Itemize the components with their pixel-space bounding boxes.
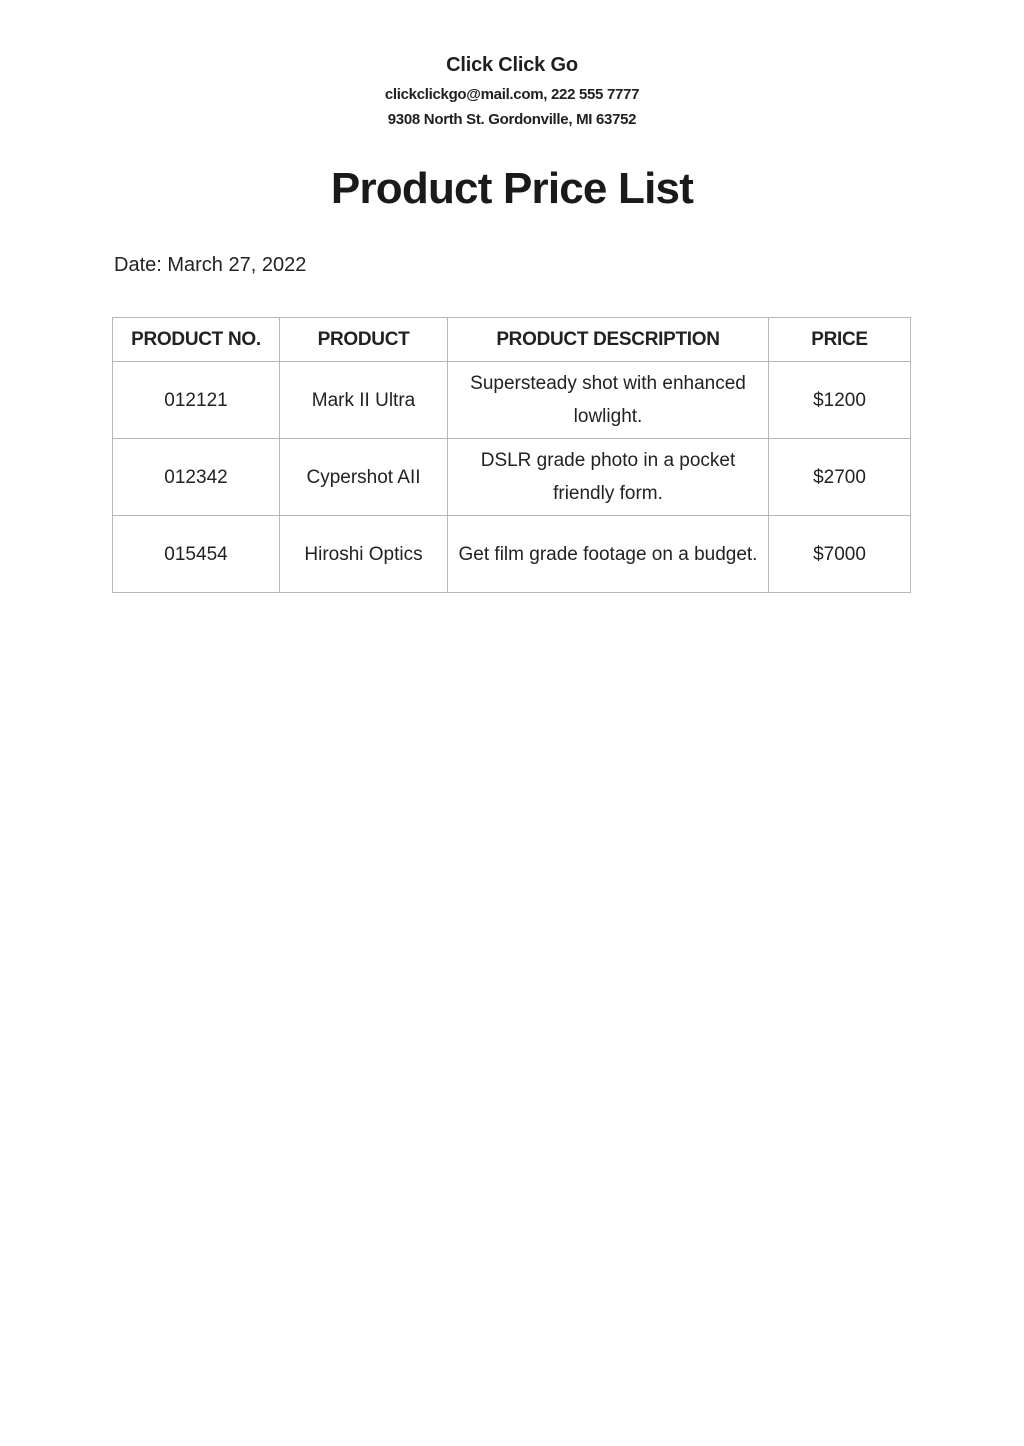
table-row <box>113 439 911 516</box>
cell-price: $7000 <box>769 516 911 593</box>
table-row <box>113 362 911 439</box>
cell-price: $2700 <box>769 439 911 516</box>
cell-product: Cypershot AII <box>280 439 448 516</box>
cell-product-no: 012342 <box>113 439 280 516</box>
header-product: PRODUCT <box>280 318 448 362</box>
header-product-description: PRODUCT DESCRIPTION <box>448 318 769 362</box>
cell-product-no: 015454 <box>113 516 280 593</box>
table-header-row <box>113 318 911 362</box>
cell-product-no: 012121 <box>113 362 280 439</box>
table-row <box>113 516 911 593</box>
header-product-no: PRODUCT NO. <box>113 318 280 362</box>
cell-description: DSLR grade photo in a pocket friendly form. <box>448 439 769 516</box>
company-contact: clickclickgo@mail.com, 222 555 7777 <box>384 86 640 103</box>
price-table <box>112 317 911 593</box>
cell-description: Get film grade footage on a budget. <box>448 516 769 593</box>
cell-price: $1200 <box>769 362 911 439</box>
company-address: 9308 North St. Gordonville, MI 63752 <box>387 111 637 128</box>
cell-description: Supersteady shot with enhanced lowlight. <box>448 362 769 439</box>
company-name: Click Click Go <box>446 54 578 76</box>
document-date: Date: March 27, 2022 <box>114 254 307 276</box>
header-price: PRICE <box>769 318 911 362</box>
cell-product: Mark II Ultra <box>280 362 448 439</box>
page-title: Product Price List <box>330 164 694 213</box>
cell-product: Hiroshi Optics <box>280 516 448 593</box>
